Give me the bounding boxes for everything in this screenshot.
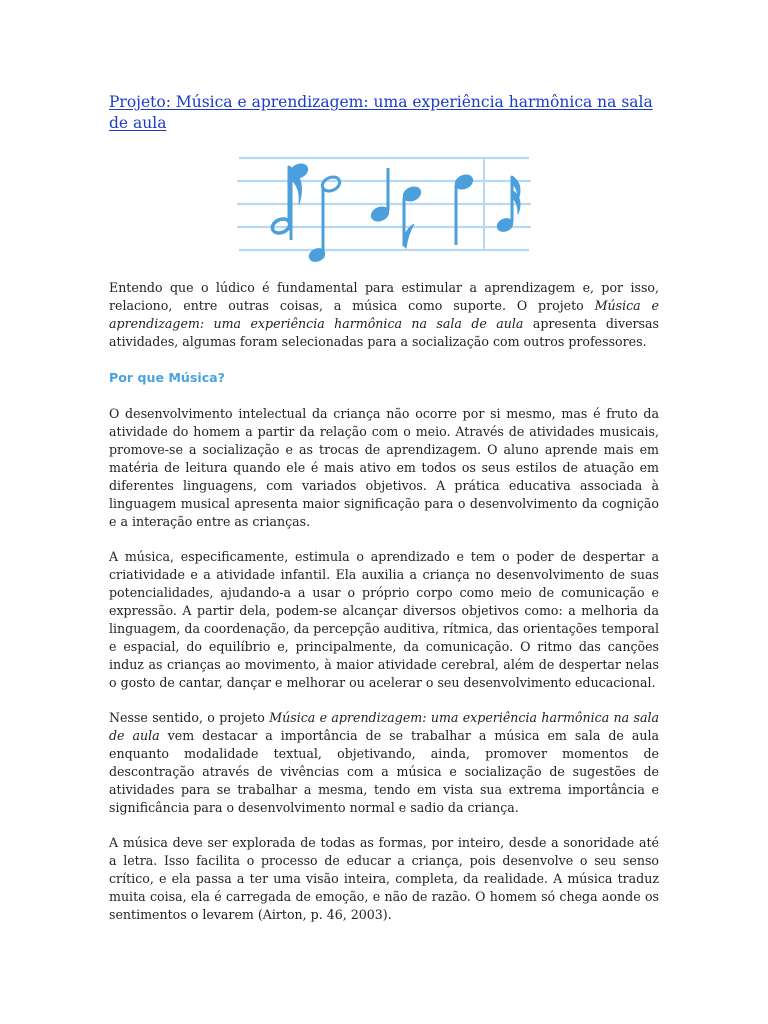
project-name-italic: Música e aprendizagem: uma experiência harmônica na sala de aula: [109, 710, 659, 743]
paragraph-explore-music: A música deve ser explorada de todas as formas, por inteiro, desde a sonoridade até a letra. Isso facilita o processo de educar a criança, pois desenvolve o seu senso crítico, e ela passa a ter uma visão inteira, completa, da realidade. A música traduz muita coisa, ela é carregada de emoção, e não de razão. O homem só chega aonde os sentimentos o levarem (Airton, p. 46, 2003).: [109, 835, 659, 922]
music-staff-illustration: [237, 150, 531, 266]
paragraph-development: O desenvolvimento intelectual da criança não ocorre por si mesmo, mas é fruto da atividade do homem a partir da relação com o meio. Através de atividades musicais, promove-se a socialização e as trocas de aprendizagem. O aluno aprende mais em matéria de leitura quando ele é mais ativo em todos os seus estilos de atuação em diferentes linguagens, com variados objetivos. A prática educativa associada à linguagem musical apresenta maior significação para o desenvolvimento da cognição e a interação entre as crianças.: [109, 406, 659, 529]
music-notes: [270, 161, 520, 264]
document-title-link[interactable]: Projeto: Música e aprendizagem: uma experiência harmônica na sala de aula: [109, 93, 653, 132]
intro-paragraph: Entendo que o lúdico é fundamental para estimular a aprendizagem e, por isso, relaciono, entre outras coisas, a música como suporte. O projeto Música e aprendizagem: uma experiência harmônica na sala de aula apresenta diversas atividades, algumas foram selecionadas para a socialização com outros professores.: [109, 280, 659, 349]
paragraph-music-stimulus: A música, especificamente, estimula o aprendizado e tem o poder de despertar a criatividade e a atividade infantil. Ela auxilia a criança no desenvolvimento de suas potencialidades, ajudando-a a usar o próprio corpo como meio de comunicação e expressão. A partir dela, podem-se alcançar diversos objetivos como: a melhoria da linguagem, da coordenação, da percepção auditiva, rítmica, das orientações temporal e espacial, do equilíbrio e, principalmente, da comunicação. O ritmo das canções induz as crianças ao movimento, à maior atividade cerebral, além de despertar nelas o gosto de cantar, dançar e melhorar ou acelerar o seu desenvolvimento educacional.: [109, 549, 659, 690]
staff-lines: [237, 158, 531, 250]
project-name-italic: Música e aprendizagem: uma experiência harmônica na sala de aula: [109, 298, 659, 331]
section-heading: Por que Música?: [109, 370, 225, 385]
paragraph-project-purpose: Nesse sentido, o projeto Música e aprendizagem: uma experiência harmônica na sala de aula vem destacar a importância de se trabalhar a música em sala de aula enquanto modalidade textual, objetivando, ainda, promover momentos de descontração através de vivências com a música e socialização de sugestões de atividades para se trabalhar a mesma, tendo em vista sua extrema importância e significância para o desenvolvimento normal e sadio da criança.: [109, 710, 659, 815]
